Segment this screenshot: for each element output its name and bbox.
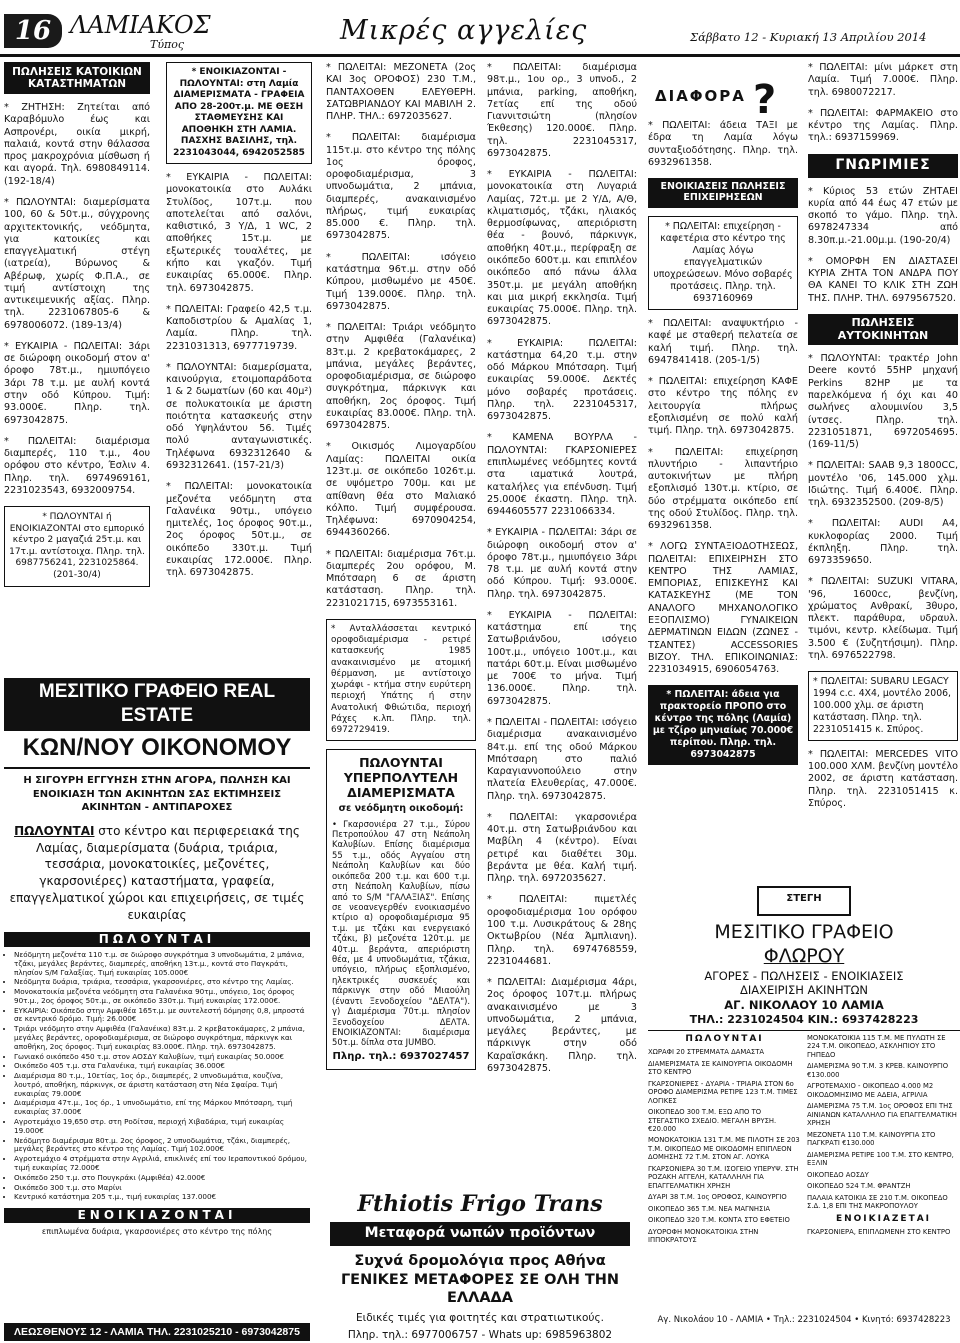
list-item: • Αγροτεμάχιο 4 στρέμματα στην Αγριλιά, επικλινές επί του Ιεραποντικού δρόμου, τιμή ευκαιρίας 72.000€: [14, 1155, 310, 1173]
classified-ad: * ΠΩΛΕΙΤΑΙ: Τριάρι νεόδμητο στην Αμφιθέα (Γαλανέικα) 83τ.μ. 2 κρεβατοκάμαρες, 2 μπάνια, μεγάλες βεράντες, οροφοδιαμέρισμα, σε διώροφο συγκρότημα, πάρκινγκ και αποθήκη, 2ος όροφος. Τιμή ευκαιρίας 83.000€. Πληρ. τηλ. 6973042875.: [326, 322, 476, 432]
list-item: ΠΑΛΑΙΑ ΚΑΤΟΙΚΙΑ ΣΕ 210 Τ.Μ. ΟΙΚΟΠΕΔΟ Σ.Δ. 1,8 ΕΠΙ ΤΗΣ ΜΑΚΡΟΠΟΥΛΟΥ: [807, 1193, 948, 1211]
list-item: ΔΥΟΡΟΦΗ ΜΟΝΟΚΑΤΟΙΚΙΑ ΣΤΗΝ ΙΠΠΟΚΡΑΤΟΥΣ: [648, 1227, 759, 1245]
list-item: • Διαμέρισμα 47τ.μ., 1ος όρ., 1 υπνοδωμάτιο, επί της Μάρκου Μπότσαρη, τιμή ευκαιρίας 37.000€: [14, 1099, 310, 1117]
agency-title: ΜΕΣΙΤΙΚΟ ΓΡΑΦΕΙΟ REAL ESTATE: [4, 678, 310, 731]
intro-lead: ΠΩΛΟΥΝΤΑΙ: [14, 823, 95, 838]
list-item: • Διαμέρισμα 80 τ.μ., 10ετίας, 1ος όρ., διαμπερές, 2 υπνοδωμάτια, κουζίνα, λουτρό, αποθήκη, πάρκινγκ, σε άριστη κατάσταση στη Νέα Σφαίρα. Τιμή ευκαιρίας 79.000€: [14, 1072, 310, 1098]
dark-boxed-ad: * ΠΩΛΕΙΤΑΙ: άδεια για πρακτορείο ΠΡΟΠΟ στο κέντρο της πόλης (Λαμία) με τζίρο μηνιαίως 70.000€ περίπου. Πληρ. τηλ. 6973042875: [648, 685, 798, 765]
boxed-ad: * ΕΝΟΙΚΙΑΖΟΝΤΑΙ - ΠΩΛΟΥΝΤΑΙ: στη Λαμία ΔΙΑΜΕΡΙΣΜΑΤΑ - ΓΡΑΦΕΙΑ ΑΠΟ 28-200τ.μ. ΜΕ ΘΕΣΗ ΣΤΑΘΜΕΥΣΗΣ ΚΑΙ ΑΠΟΘΗΚΗ ΣΤΗ ΛΑΜΙΑ. ΠΑΣΧΗΣ ΒΑΣΙΛΗΣ, τηλ. 2231043044, 6942052585: [166, 62, 312, 164]
list-item: ΓΚΑΡΣΟΝΙΕΡΑ, ΕΠΙΠΛΩΜΕΝΗ ΣΤΟ ΚΕΝΤΡΟ: [807, 1227, 951, 1236]
column-1: [4, 62, 150, 672]
classified-ad: * ΠΩΛΕΙΤΑΙ: ΜΕΖΟΝΕΤΑ (2ος ΚΑΙ 3ος ΟΡΟΦΟΣ) 230 Τ.Μ., ΠΑΝΤΑΧΟΘΕΝ ΕΛΕΥΘΕΡΗ. ΣΑΤΩΒΡΙΑΝΔΟΥ ΚΑΙ ΜΑΒΙΛΗ 2. ΠΛΗΡ. ΤΗΛ.: 6972035627.: [326, 62, 476, 123]
florou-footer: Αγ. Νικολάου 10 - ΛΑΜΙΑ • Τηλ.: 2231024504 • Κινητό: 6937428223: [657, 1315, 951, 1325]
agency-intro: [6, 823, 308, 924]
classified-ad: * ΠΩΛΕΙΤΑΙ: MERCEDES VITO 100.000 ΧΛΜ. βενζίνη μοντέλο 2002, σε άριστη κατάσταση. Πληρ. τηλ. 2231051415 κ. Σπύρος.: [808, 748, 958, 809]
luxury-apartments-ad: [326, 749, 476, 1069]
transport-line: Συχνά δρομολόγια προς Αθήνα: [354, 1253, 606, 1270]
classified-ad: * ΠΩΛΕΙΤΑΙ: ΦΑΡΜΑΚΕΙΟ στο κέντρο της Λαμίας. Πληρ. τηλ.: 6937159969.: [808, 107, 958, 144]
luxury-text: • Γκαρσονιέρα 27 τ.μ., Σύρου Πετροπούλου 47 στη Νεάπολη Καλυβίων. Επίσης διαμέρισμα 55 τ.μ., οδός Αγγαίου στη Νεάπολη Καλυβίων και δύο οικόπεδα 200 τ.μ. και 600 τ.μ. στη Νεάπολη Καλυβίων, πίσω από το S/M "ΓΑΛΑΞΙΑΣ". Επίσης σε νεοανεγερθέν ενοικιασμένο κτίριο α) οροφοδιαμέρισμα 95 τ.μ. με τζάκι και ενεργειακό τζάκι, β) μεζονέτα 120τ.μ. με 40τ.μ. βεράντα, απεριόριστη θέα, με 4 υπνοδωμάτια, τζάκια, υπόγειο, πλήρως εξοπλισμένο, ηλεκτρικές συσκευές και πάρκινγκ στην οδό Μιαούλη (έναντι Ξενοδοχείου "ΔΕΛΤΑ"). γ) Διαμέρισμα 70τ.μ. πλησίον Ξενοδοχείου ΔΕΛΤΑ. ΕΝΟΙΚΙΑΖΟΝΤΑΙ: διαμέρισμα 50τ.μ. δίπλα στα JUMBO.: [332, 818, 470, 1048]
list-item: • Οικόπεδο 250 τ.μ. στο Πουγκράκι (Αμφιθέα) 42.000€: [14, 1174, 310, 1183]
classified-ad: * ΠΩΛΕΙΤΑΙ: γκαρσονιέρα 40τ.μ. στη Σατωβριάνδου και Μαβίλη 4 (κέντρο). Είναι ρετιρέ και διαθέτει 30μ. βεράντα με θέα. Καλή τιμή. Πληρ. τηλ. 6972035627.: [487, 811, 637, 885]
classified-ad: * ΕΥΚΑΙΡΙΑ - ΠΩΛΕΙΤΑΙ: μονοκατοικία στη Λυγαριά Λαμίας, 72τ.μ. με 2 Υ/Δ, Α/Θ, κλιματισμός, τζάκι, ηλιακός θερμοσίφωνας, απεριόριστη θέα - βουνό, πάρκινγκ, αποθήκη 40τ.μ., περίφραξη σε οικόπεδο 600τ.μ. και επιπλέον οικόπεδο από πάνω άλλα 350τ.μ. με μεγάλη αποθήκη και μια μικρή εκκλησία. Τιμή ευκαιρίας 75.000€. Πληρ. τηλ. 6973042875.: [487, 169, 637, 328]
classified-ad: * ΠΩΛΕΙΤΑΙ: SUZUKI VITARA, '96, 1600cc, βενζίνη, χρώματος Ανθρακί, 3θυρο, πλεκτ. παράθυρα, υδραυλ. τιμόνι, κεντρ. κλείδωμα. Τιμή 3.500 € (Συζητήσιμη). Πληρ. τηλ. 6976522798.: [808, 576, 958, 662]
transport-phone: Πληρ. τηλ.: 6977006757 - Whats up: 6985963802: [347, 1329, 613, 1342]
transport-subtitle: Μεταφορά νωπών προϊόντων: [330, 1222, 630, 1246]
diafora-heading: [655, 75, 795, 121]
list-item: • Αγροτεμάχιο 19,650 στρ. στη Ροδίτσα, περιοχή Χιβαδάρια, τιμή ευκαιρίας 19.000€: [14, 1118, 310, 1136]
list-item: ΔΙΑΜΕΡΙΣΜΑΤΑ ΣΕ ΚΑΙΝΟΥΡΓΙΑ ΟΙΚΟΔΟΜΗ ΣΤΟ ΚΕΝΤΡΟ: [648, 1059, 793, 1077]
luxury-subtitle: σε νεόδμητη οικοδομή:: [338, 803, 464, 815]
classified-ad: * ΠΩΛΕΙΤΑΙ: μίνι μάρκετ στη Λαμία. Τιμή 7.000€. Πληρ. τηλ. 6980072217.: [808, 62, 958, 98]
column-4: [487, 62, 637, 1182]
list-item: ΜΟΝΟΚΑΤΟΙΚΙΑ 115 Τ.Μ. ΜΕ ΠΥΛΩΤΗ ΣΕ 224 Τ.Μ. ΟΙΚΟΠΕΔΟ, ΑΣΚΛΗΠΙΟΥ ΣΤΟ ΓΗΠΕΔΟ: [807, 1033, 946, 1059]
list-item: • Οικόπεδο 300 τ.μ. στο Μαρίνι: [14, 1184, 310, 1193]
list-item: • Κεντρικό κατάστημα 205 τ.μ., τιμή ευκαιρίας 137.000€: [14, 1193, 310, 1202]
list-item: • Τριάρι νεόδμητο στην Αμφιθέα (Γαλανέικα) 83τ.μ. 2 κρεβατοκάμαρες, 2 μπάνια, μεγάλες βεράντες, οροφοδιαμέρισμα, σε διώροφο συγκρότημα, πάρκινγκ και αποθήκη, 2ος όροφος. Τιμή ευκαιρίας 83.000€. Πληρ. τηλ. 6973042875.: [14, 1025, 310, 1051]
list-item: ΟΙΚΟΠΕΔΟ 524 Τ.Μ. ΦΡΑΝΤΖΗ: [807, 1182, 911, 1191]
classified-ad: * ΠΩΛΕΙΤΑΙ: άδεια ΤΑΞΙ με έδρα τη Λαμία λόγω συνταξιοδότησης. Πληρ. τηλ. 6932961358.: [648, 120, 798, 168]
boxed-ad: * ΠΩΛΕΙΤΑΙ: επιχείρηση - καφετέρια στο κέντρο της Λαμίας λόγω επαγγελματικών υποχρεώσεων. Μόνο σοβαρές προτάσεις. Πληρ. τηλ. 6937160969: [648, 216, 798, 310]
section-banner: ΠΩΛΗΣΕΙΣ ΚΑΤΟΙΚΙΩΝ ΚΑΤΑΣΤΗΜΑΤΩΝ: [4, 62, 150, 94]
list-item: ΔΥΑΡΙ 38 Τ.Μ. 1ος ΟΡΟΦΟΣ, ΚΑΙΝΟΥΡΓΙΟ: [648, 1193, 787, 1202]
stegi-logo: ΣΤΕΓΗ: [757, 886, 851, 916]
list-item: ΑΓΡΟΤΕΜΑΧΙΟ - ΟΙΚΟΠΕΔΟ 4.000 Μ2 ΟΙΚΟΔΟΜΗΣΙΜΟ ΜΕ ΑΔΕΙΑ, ΑΓΡΙΛΙΑ: [807, 1082, 934, 1099]
classified-ad: * ΠΩΛΕΙΤΑΙ: πιμετλές οροφοδιαμέρισμα 1ου ορόφου 100 τ.μ. Λυσικράτους & 28ης Οκτωβρίου (Νέα Άμπλιανη). Πληρ. τηλ. 6974768559, 2231044681.: [487, 894, 637, 967]
list-item: • Μονοκατοικία μεζονέτα νεόδμητη στα Γαλανέικα 90τμ., υπόγειο, 1ος όροφος 90τ.μ., 2ος όροφος 50τ.μ., σε οικόπεδο 330τ.μ. Τιμή ευκαιρίας 172.000€.: [14, 988, 310, 1006]
classified-ad: * ΠΩΛΕΙΤΑΙ: αναψυκτήριο - καφέ με σταθερή πελατεία σε καλή τιμή. Πληρ. τηλ. 6947841418. (205-1/5): [648, 318, 798, 366]
column-2: [166, 62, 312, 672]
column-5: [648, 120, 798, 880]
florou-name: ΦΛΩΡΟΥ: [763, 945, 845, 968]
for-rent-label: ΕΝΟΙΚΙΑΖΟΝΤΑΙ: [4, 1208, 310, 1223]
classified-ad: * ΛΟΓΩ ΣΥΝΤΑΞΙΟΔΟΤΗΣΕΩΣ, ΠΩΛΕΙΤΑΙ: ΕΠΙΧΕΙΡΗΣΗ ΣΤΟ ΚΕΝΤΡΟ ΤΗΣ ΛΑΜΙΑΣ, ΕΜΠΟΡΙΑΣ, ΕΠΙΣΚΕΥΗΣ ΚΑΙ ΚΑΤΑΣΚΕΥΗΣ (ΜΕ ΤΟΝ ΑΝΑΛΟΓΟ ΜΗΧΑΝΟΛΟΓΙΚΟ ΕΞΟΠΛΙΣΜΟ) ΓΥΝΑΙΚΕΙΩΝ ΔΕΡΜΑΤΙΝΩΝ ΕΙΔΩΝ (ΖΩΝΕΣ - ΤΣΑΝΤΕΣ) ACCESSORIES ΒΙΖΟΥ. ΤΗΛ. ΕΠΙΚΟΙΝΩΝΙΑΣ: 2231034915, 6906054763.: [648, 541, 798, 676]
list-item: ΜΟΝΟΚΑΤΟΙΚΙΑ 131 Τ.Μ. ΜΕ ΠΙΛΟΤΗ ΣΕ 203 Τ.Μ. ΟΙΚΟΠΕΔΟ ΜΕ ΟΙΚΟΔΟΜΗ ΕΠΙΠΛΕΟΝ ΔΟΜΗΣΗΣ 72 Τ.Μ. ΣΤΟΝ ΑΓ. ΛΟΥΚΑ: [648, 1136, 800, 1162]
classified-ad: * ΠΩΛΕΙΤΑΙ: ισόγειο κατάστημα 96τ.μ. στην οδό Κύπρου, μισθωμένο με 450€. Τιμή 139.000€. Πληρ. τηλ. 6973042875.: [326, 251, 476, 312]
classified-ad: * ΠΩΛΕΙΤΑΙ: επιχείρηση ΚΑΦΕ στο κέντρο της πόλης εν λειτουργία πλήρως εξοπλισμένη σε πολύ καλή τιμή. Πληρ. τηλ. 6973042875.: [648, 376, 798, 437]
section-banner: ΕΝΟΙΚΙΑΣΕΙΣ ΠΩΛΗΣΕΙΣ ΕΠΙΧΕΙΡΗΣΕΩΝ: [648, 178, 798, 208]
classified-ad: * ΕΥΚΑΙΡΙΑ - ΠΩΛΕΙΤΑΙ: κατάστημα επί της Σατωβριάνδου, ισόγειο 100τ.μ., υπόγειο 100τ.μ., και πατάρι 60τ.μ. Είναι μισθωμένο με 700€ το μήνα. Τιμή 136.000€. Πληρ. τηλ. 6973042875.: [487, 609, 637, 707]
classified-ad: * ΠΩΛΕΙΤΑΙ: Γραφείο 42,5 τ.μ. Καποδιστρίου & Αμαλίας 1, Λαμία. Πληρ. τηλ. 2231031313, 6977719739.: [166, 303, 312, 352]
florou-left-column: [648, 1034, 801, 1248]
classified-ad: * Οικισμός Λιμογαρδίου Λαμίας: ΠΩΛΕΙΤΑΙ οικία 123τ.μ. σε οικόπεδο 1026τ.μ. σε υψόμετρο 700μ. και με απίθανη θέα στο Μαλιακό κόλπο. Τιμή συμφέρουσα. Τηλέφωνα: 6970904254, 6944360266.: [326, 441, 476, 539]
list-item: ΓΚΑΡΣΟΝΙΕΡΕΣ - ΔΥΑΡΙΑ - ΤΡΙΑΡΙΑ ΣΤΟΝ 6ο ΟΡΟΦΟ ΔΙΑΜΕΡΙΣΜΑ ΡΕΤΙΡΕ 123 Τ.Μ. ΤΙΜΕΣ ΛΟΓΙΚΕΣ: [648, 1079, 798, 1105]
classified-ad: * ΠΩΛΕΙΤΑΙ: AUDI A4, κυκλοφορίας 2000. Τιμή έκπληξη. Πληρ. τηλ. 6973359650.: [808, 518, 958, 567]
list-item: ΧΩΡΑΦΙ 20 ΣΤΡΕΜΜΑΤΑ ΔΑΜΑΣΤΑ: [648, 1048, 765, 1057]
luxury-title: ΠΩΛΟΥΝΤΑΙ ΥΠΕΡΠΟΛΥΤΕΛΗ ΔΙΑΜΕΡΙΣΜΑΤΑ: [343, 755, 459, 801]
classified-ad: * ΖΗΤΗΣΗ: Ζητείται από Καραβόμυλο έως και Ασπρονέρι, οικία μικρή, παλαιά, κοντά στην θάλασσα προς μακροχρόνια μίσθωση ή και αγορά. Τηλ. 6980849114. (192-18/4): [4, 102, 150, 187]
list-item: • Νεόδμητα δυάρια, τριάρια, τεσσάρια, γκαρσονιέρες, στο κέντρο της Λαμίας.: [14, 978, 310, 987]
florou-right-column: [807, 1034, 960, 1248]
list-item: ΟΙΚΟΠΕΔΟ 300 Τ.Μ. ΕΞΩ ΑΠΟ ΤΟ ΣΤΕΓΑΣΤΙΚΟ ΣΧΕΔΙΟ. ΜΕΓΑΛΗ ΒΡΥΣΗ. €20.000: [648, 1108, 777, 1133]
classified-ad: * ΠΩΛΕΙΤΑΙ - ΠΩΛΕΙΤΑΙ: ισόγειο διαμέρισμα ανακαινισμένο 84τ.μ. επί της οδού Μάρκου Μπότσαρη στο παλιό Καραγιαννοπούλειο στην πλατεία Ελευθερίας, 47.000€. Πληρ. τηλ. 6973042875.: [487, 717, 637, 802]
classified-ad: * ΠΩΛΕΙΤΑΙ: διαμέρισμα 76τ.μ. διαμπερές 2ου ορόφου, Μ. Μπότσαρη 6 σε άριστη κατάσταση. Πληρ. τηλ. 2231021715, 6973553161.: [326, 548, 476, 609]
section-banner: ΓΝΩΡΙΜΙΕΣ: [808, 154, 958, 178]
agency-footer: ΛΕΩΣΘΕΝΟΥΣ 12 - ΛΑΜΙΑ ΤΗΛ. 2231025210 - 6973042875: [4, 1323, 310, 1341]
classified-ad: * ΠΩΛΕΙΤΑΙ: επιχείρηση πλυντήριο - λιπαντήριο αυτοκινήτων με πλήρη εξοπλισμό 130τ.μ. κτίριο, σε δύο στρέμματα οικόπεδο επί της οδού Στυλίδος. Πληρ. τηλ. 6932961358.: [648, 446, 798, 532]
classified-ad: * ΚΑΜΕΝΑ ΒΟΥΡΛΑ - ΠΩΛΟΥΝΤΑΙ: ΓΚΑΡΣΟΝΙΕΡΕΣ επιπλωμένες νεόδμητες κοντά στα ιαματικά λουτρά, καταλήλες για επένδυση. Τιμή 25.000€ έκαστη. Πληρ. τηλ. 6944605577 2231066334.: [487, 432, 637, 518]
list-item: • ΕΥΚΑΙΡΙΑ: Οικόπεδο στην Αμφιθέα 165τ.μ. με συντελεστή δόμησης 0,8, μπροστά σε κεντρικό δρόμο. Τιμή: 26.000€: [14, 1007, 310, 1025]
boxed-ad: * Ανταλλάσσεται κεντρικό οροφοδιαμέρισμα - ρετιρέ κατασκευής 1985 ανακαινισμένο με ατομική θέρμανση, με αντίστοιχο χωράφι - κτήμα στην ευρύτερη περιοχή Υπάτης ή στην Ανατολική Φθιώτιδα, περιοχή Ράχες κ.λπ. Πληρ. τηλ. 6972729419.: [326, 619, 476, 742]
classified-ad: * ΕΥΚΑΙΡΙΑ - ΠΩΛΕΙΤΑΙ: 3άρι σε διώροφη οικοδομή στον α' όροφο 78τ.μ., ημιυπόγειο 3άρι 78 τ.μ. με αυλή κοντά στην οδό Κύπρου. Τιμή: 93.000€. Πληρ. τηλ. 6973042875.: [4, 340, 150, 426]
florou-left-heading: ΠΩΛΟΥΝΤΑΙ: [685, 1033, 764, 1044]
question-mark-icon: ?: [753, 77, 777, 123]
masthead: ΛΑΜΙΑΚΟΣ: [70, 11, 211, 39]
classified-ad: * ΠΩΛΕΙΤΑΙ: μονοκατοικία μεζονέτα νεόδμητη στα Γαλανέικα 90τμ., υπόγειο ημιτελές, 1ος όροφος 90τ.μ., 2ος όροφος 50τ.μ., σε οικόπεδο 330τ.μ. Τιμή ευκαιρίας 172.000€. Πληρ. τηλ. 6973042875.: [166, 481, 312, 579]
list-item: • Γωνιακό οικόπεδο 450 τ.μ. στον ΑΟΣΔΥ Καλυβίων, τιμή ευκαιρίας 50.000€: [14, 1053, 310, 1062]
intro-text: στο κέντρο και περιφερειακά της Λαμίας, διαμερίσματα (δυάρια, τριάρια, τεσσάρια, μονοκατοικίες, μεζονέτες, γκαρσονιέρες) καταστήματα, γραφεία, επαγγελματικοί χώροι και επιχειρήσεις, σε τιμές ευκαιρίας: [9, 823, 305, 922]
classified-ad: * ΟΜΟΡΦΗ ΕΝ ΔΙΑΣΤΑΣΕΙ ΚΥΡΙΑ ΖΗΤΑ ΤΟΝ ΑΝΔΡΑ ΠΟΥ ΘΑ ΚΑΝΕΙ ΤΟ ΚΛΙΚ ΣΤΗ ΖΩΗ ΤΗΣ. ΠΛΗΡ. ΤΗΛ. 6979567520.: [808, 255, 958, 304]
diafora-label: ΔΙΑΦΟΡΑ: [655, 87, 746, 105]
page-header: [0, 0, 960, 58]
classified-ad: * ΠΩΛΟΥΝΤΑΙ: τρακτέρ John Deere κοντό 55HP μηχανή Perkins 82HP με τα παρελκόμενα ή όχι και 40 σωλήνες αλουμινίου 3,5 ίντσες. Πληρ. τηλ. 2231051871, 6972054695. (169-11/5): [808, 353, 958, 451]
list-item: ΟΙΚΟΠΕΔΟ 320 Τ.Μ. ΚΟΝΤΑ ΣΤΟ ΕΦΕΤΕΙΟ: [648, 1216, 790, 1225]
agency-tagline: Η ΣΙΓΟΥΡΗ ΕΓΓΥΗΣΗ ΣΤΗΝ ΑΓΟΡΑ, ΠΩΛΗΣΗ ΚΑΙ ΕΝΟΙΚΙΑΣΗ ΤΩΝ ΑΚΙΝΗΤΩΝ ΣΑΣ ΕΚΤΙΜΗΣΕΙΣ ΑΚΙΝΗΤΩΝ - ΑΝΤΙΠΑΡΟΧΕΣ: [23, 775, 291, 814]
classified-ad: * ΠΩΛΕΙΤΑΙ: διαμέρισμα 115τ.μ. στο κέντρο της πόλης 1ος όροφος, οροφοδιαμέρισμα, 3 υπνοδωμάτια, 2 μπάνια, διαμπερές, ανακαινισμένο πλήρως, τιμή ευκαιρίας 85.000 €. Πληρ. τηλ. 6973042875.: [326, 132, 476, 242]
listing-list: [4, 951, 310, 1202]
list-item: ΟΙΚΟΠΕΔΟ 365 Τ.Μ. ΝΕΑ ΜΑΓΝΗΣΙΑ: [648, 1204, 770, 1213]
classified-ad: * ΠΩΛΟΥΝΤΑΙ: διαμερίσματα, καινούργια, ετοιμοπαράδοτα 1 & 2 δωματίων (60 και 40μ²) σε πολυκατοικία με άριστη ποιότητα κατασκευής στην οδό Υψηλάντου 56. Τιμές πολύ ανταγωνιστικές. Τηλέφωνα 6932312640 & 6932312641. (157-21/3): [166, 361, 312, 471]
real-estate-ad: [4, 678, 310, 1343]
list-item: ΟΙΚΟΠΕΔΟ ΑΟΣΔΥ: [807, 1170, 869, 1179]
classified-ad: * ΕΥΚΑΙΡΙΑ - ΠΩΛΕΙΤΑΙ: 3άρι σε διώροφη οικοδομή στον α' όροφο 78τ.μ., ημιυπόγειο 3άρι 78 τ.μ. με αυλή κοντά στην οδό Κύπρου. Τιμή: 93.000€. Πληρ. τηλ. 6973042875.: [487, 527, 637, 600]
florou-title: ΜΕΣΙΤΙΚΟ ΓΡΑΦΕΙΟ: [714, 921, 894, 943]
for-rent-text: επιπλωμένα δυάρια, γκαρσονιέρες στο κέντρο της πόλης: [41, 1227, 273, 1237]
classified-ad: * Κύριος 53 ετών ΖΗΤΑΕΙ κυρία από 44 έως 47 ετών με σκοπό το γάμο. Πληρ. τηλ. 6978247334 από 8.30π.μ.-21.00μ.μ. (190-20/4): [808, 185, 958, 246]
list-item: • Νεόδμητη μεζονέτα 110 τ.μ. σε διώροφο συγκρότημα 3 υπνοδωμάτια, 2 μπάνια, τζάκι, μεγάλες βεράντες, διαμπερές, αποθήκη 13τ.μ., κοντά στο Παγκράτι, πλησίον S/M Γαλαξίας. Τιμή ευκαιρίας 105.000€: [14, 951, 310, 977]
classified-ad: * ΠΩΛΕΙΤΑΙ: Διαμέρισμα 4άρι, 2ος όροφος 107τ.μ. πλήρως ανακαινισμένο με 3 υπνοδωμάτια, 2 μπάνια, μεγάλες βεράντες, με πάρκινγκ στην οδό Καραϊσκάκη. Πληρ. τηλ. 6973042875.: [487, 977, 637, 1074]
list-item: • Οικόπεδο 405 τ.μ. στα Γαλανέικα, τιμή ευκαιρίας 36.000€: [14, 1062, 310, 1071]
agency-owner: ΚΩΝ/ΝΟΥ ΟΙΚΟΝΟΜΟΥ: [4, 731, 310, 770]
issue-date: Σάββατο 12 - Κυριακή 13 Απριλίου 2014: [690, 30, 927, 44]
classified-ad: * ΠΩΛΟΥΝΤΑΙ: διαμερίσματα 100, 60 & 50τ.μ., σύγχρονης αρχιτεκτονικής, νεόδμητα, για κατοικίες και επαγγελματική στέγη (ιατρεία), Βύρωνος & Αβέρωφ, χωρίς Φ.Π.Α., σε τιμή αντίστοιχη της αντικειμενικής αξίας. Πληρ. τηλ. 2231067805-6 & 6978006072. (189-13/4): [4, 196, 150, 331]
list-item: ΔΙΑΜΕΡΙΣΜΑ ΡΕΤΙΡΕ 100 Τ.Μ. ΣΤΟ ΚΕΝΤΡΟ, ΕΞΛΙΝ: [807, 1150, 954, 1168]
florou-listings: [648, 1034, 960, 1248]
list-item: ΔΙΑΜΕΡΙΣΜΑ 90 Τ.Μ. 3 ΚΡΕΒ. ΚΑΙΝΟΥΡΓΙΟ €130.000: [807, 1062, 949, 1079]
classified-ad: * ΠΩΛΕΙΤΑΙ: SAAB 9,3 1800CC, μοντέλο '06, 145.000 χλμ. Ιδιώτης. Τιμή 6.400€. Πληρ. τηλ. 6932352500. (209-8/5): [808, 460, 958, 509]
florou-services: ΑΓΟΡΕΣ - ΠΩΛΗΣΕΙΣ - ΕΝΟΙΚΙΑΣΕΙΣ: [704, 968, 904, 983]
florou-ad: [648, 886, 960, 1343]
classified-ad: * ΕΥΚΑΙΡΙΑ: ΠΩΛΕΙΤΑΙ: κατάστημα 64,20 τ.μ. στην οδό Μάρκου Μπότσαρη. Τιμή ευκαιρίας 59.000€. Δεκτές μόνο σοβαρές προτάσεις. Πληρ. τηλ. 2231045317, 6973042875.: [487, 337, 637, 423]
list-item: ΔΙΑΜΕΡΙΣΜΑ 75 Τ.Μ. 1ος ΟΡΟΦΟΣ ΕΠΙ ΤΗΣ ΑΙΝΙΑΝΩΝ ΚΑΤΑΛΛΗΛΟ ΓΙΑ ΕΠΑΓΓΕΛΜΑΤΙΚΗ ΧΡΗΣΗ: [807, 1102, 957, 1128]
section-title: Μικρές αγγελίες: [340, 15, 588, 46]
boxed-ad: * ΠΩΛΕΙΤΑΙ: SUBARU LEGACY 1994 c.c. 4X4, μοντέλο 2006, 100.000 χλμ. σε άριστη κατάσταση. Πληρ. τηλ. 2231051415 κ. Σπύρος.: [808, 671, 958, 740]
list-item: ΓΚΑΡΣΟΝΙΕΡΑ 30 Τ.Μ. ΙΣΟΓΕΙΟ ΥΠΕΡΥΨ. ΣΤΗ ΡΟΖΑΚΗ ΑΓΓΕΛΗ, ΚΑΤΑΛΛΗΛΗ ΓΙΑ ΕΠΑΓΓΕΛΜΑΤΙΚΗ ΧΡΗΣΗ: [648, 1164, 799, 1190]
transport-line: Ειδικές τιμές για φοιτητές και στρατιωτικούς.: [356, 1311, 604, 1324]
list-item: • Νεόδμητο διαμέρισμα 80τ.μ. 2ος όροφος, 2 υπνοδωμάτια, τζάκι, διαμπερές, μεγάλες βεράντες στο κέντρο της Λαμίας. Τιμή 102.000€: [14, 1137, 310, 1155]
classified-ad: * ΕΥΚΑΙΡΙΑ - ΠΩΛΕΙΤΑΙ: μονοκατοικία στο Αυλάκι Στυλίδος, 107τ.μ. που αποτελείται από σαλόνι, καθιστικό, 3 Υ/Δ, 1 WC, 2 αποθήκες 15τ.μ. με εξωτερικές τουαλέτες, με κήπο και γκαζόν. Τιμή ευκαιρίας 65.000€. Πληρ. τηλ. 6973042875.: [166, 172, 312, 294]
column-6: [808, 62, 958, 877]
florou-services: ΔΙΑΧΕΙΡΙΣΗ ΑΚΙΝΗΤΩΝ: [739, 983, 869, 998]
for-sale-label: ΠΩΛΟΥΝΤΑΙ: [4, 932, 310, 947]
florou-right-heading: ΕΝΟΙΚΙΑΖΕΤΑΙ: [835, 1213, 932, 1224]
classified-ad: * ΠΩΛΕΙΤΑΙ: διαμέρισμα 98τ.μ., 1ου ορ., 3 υπνοδ., 2 μπάνια, parking, αποθήκη, 7ετίας επί της οδού Γιαννιτσιώτη (πλησίον Έκθεσης) 120.000€. Πληρ. τηλ. 2231045317, 6973042875.: [487, 62, 637, 159]
classified-ad: * ΠΩΛΕΙΤΑΙ: διαμέρισμα διαμπερές, 110 τ.μ., 4ου ορόφου στο κέντρο, Έσλιν 4. Πληρ. τηλ. 6974969161, 2231023543, 6932009754.: [4, 435, 150, 496]
boxed-ad: * ΠΩΛΟΥΝΤΑΙ ή ΕΝΟΙΚΙΑΖΟΝΤΑΙ στο εμπορικό κέντρο 2 μαγαζιά 25τ.μ. και 17τ.μ. αντίστοιχα. Πληρ. τηλ. 6987756241, 2231025864. (201-30/4): [4, 506, 150, 587]
page-number: 16: [4, 14, 62, 48]
florou-phone: ΤΗΛ.: 2231024504 ΚΙΝ.: 6937428223: [648, 1013, 960, 1031]
luxury-phone: Πληρ. τηλ.: 6937027457: [332, 1050, 470, 1062]
column-3: [326, 62, 476, 1182]
transport-name: Fthiotis Frigo Trans: [357, 1191, 603, 1217]
list-item: ΜΕΖΟΝΕΤΑ 110 Τ.Μ. ΚΑΙΝΟΥΡΓΙΑ ΣΤΟ ΠΑΓΚΡΑΤΙ €130.000: [807, 1130, 936, 1148]
transport-line: ΓΕΝΙΚΕΣ ΜΕΤΑΦΟΡΕΣ ΣΕ ΟΛΗ ΤΗΝ ΕΛΛΑΔΑ: [340, 1271, 620, 1307]
florou-address: ΑΓ. ΝΙΚΟΛΑΟΥ 10 ΛΑΜΙΑ: [724, 998, 884, 1013]
section-banner: ΠΩΛΗΣΕΙΣ ΑΥΤΟΚΙΝΗΤΩΝ: [808, 314, 958, 345]
header-rule: [0, 54, 960, 57]
transport-ad: [330, 1190, 630, 1343]
masthead-subtitle: Τύπος: [150, 38, 185, 51]
